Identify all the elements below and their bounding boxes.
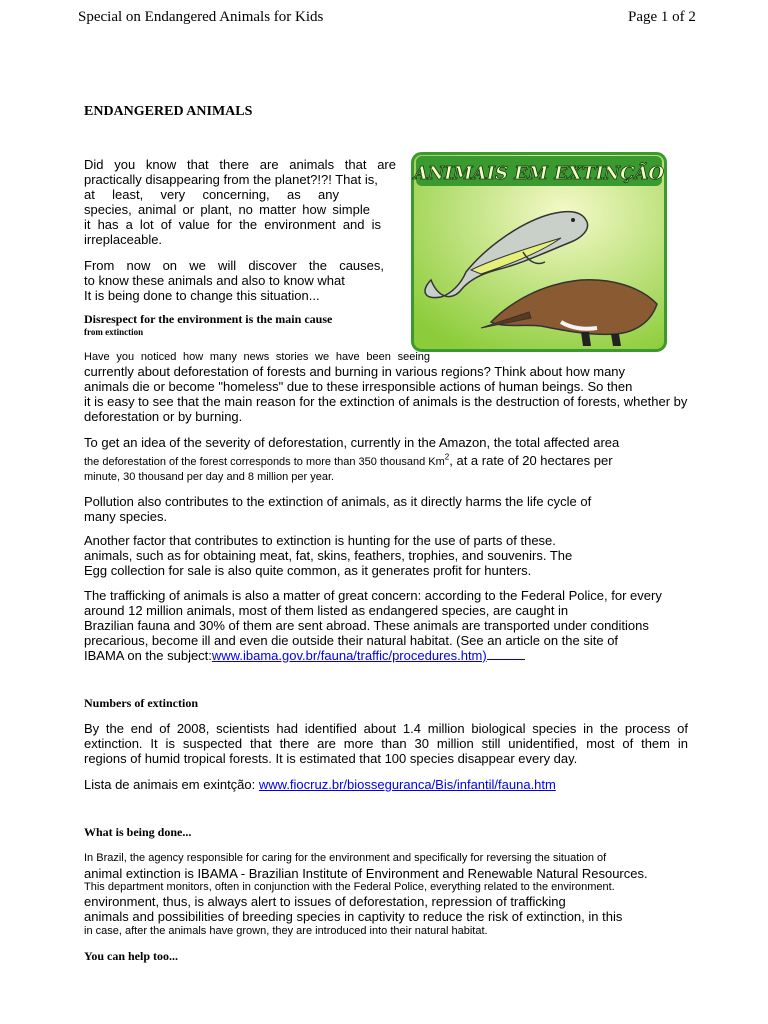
superscript: 2 (444, 452, 450, 462)
section-subheading: from extinction (84, 327, 144, 337)
section-heading-you-can-help: You can help too... (84, 949, 179, 963)
amazon-line: To get an idea of the severity of deforestation, currently in the Amazon, the total affected area (84, 435, 620, 450)
section-heading-disrespect: Disrespect for the environment is the main cause (84, 312, 333, 326)
news-paragraph (84, 351, 688, 424)
discover-line: From now on we will discover the causes, (84, 258, 384, 273)
discover-paragraph (84, 258, 384, 303)
hunting-paragraph (84, 533, 688, 578)
numbers-paragraph (84, 721, 688, 766)
pollution-line: many species. (84, 509, 168, 524)
intro-line: practically disappearing from the planet?!?! That is, (84, 172, 378, 187)
amazon-paragraph (84, 435, 688, 485)
hunting-line: Another factor that contributes to extinction is hunting for the use of parts of these. (84, 533, 556, 548)
done-line: in case, after the animals have grown, they are introduced into their natural habitat. (84, 925, 488, 937)
fiocruz-link[interactable]: www.fiocruz.br/biosseguranca/Bis/infantil/fauna.htm (258, 777, 556, 792)
amazon-line-part: , at a rate of 20 hectares per (449, 453, 613, 468)
trafficking-line: around 12 million animals, most of them listed as endangered species, are caught in (84, 603, 569, 618)
numbers-line: By the end of 2008, scientists had identified about 1.4 million biological species in the process of (84, 721, 688, 736)
intro-line: species, animal or plant, no matter how simple (84, 202, 370, 217)
intro-line: it has a lot of value for the environment and is (84, 217, 381, 232)
pollution-line: Pollution also contributes to the extinction of animals, as it directly harms the life cycle of (84, 494, 592, 509)
section-heading-numbers: Numbers of extinction (84, 696, 198, 710)
intro-line: irreplaceable. (84, 232, 163, 247)
done-line: In Brazil, the agency responsible for caring for the environment and specifically for reversing the situation of (84, 852, 607, 864)
intro-line: Did you know that there are animals that are (84, 157, 396, 172)
banner-text: ANIMAIS EM EXTINÇÃO (413, 163, 665, 184)
news-line: it is easy to see that the main reason for the extinction of animals is the destruction of forests, whether by (84, 394, 688, 409)
section-heading-what-is-done: What is being done... (84, 825, 192, 839)
document-title: ENDANGERED ANIMALS (84, 104, 253, 119)
document-header-title: Special on Endangered Animals for Kids (78, 9, 324, 25)
endangered-animals-illustration (411, 152, 667, 352)
done-line: This department monitors, often in conjunction with the Federal Police, everything related to the environment. (84, 881, 615, 893)
done-line: animals and possibilities of breeding species in captivity to reduce the risk of extinction, in this (84, 909, 623, 924)
animal-list-line (84, 777, 688, 792)
news-line: deforestation or by burning. (84, 409, 243, 424)
numbers-line: extinction. It is suspected that there are more than 30 million still unidentified, most of them in (84, 736, 688, 751)
intro-paragraph (84, 157, 396, 247)
discover-line: to know these animals and also to know what (84, 273, 345, 288)
trafficking-line: The trafficking of animals is also a matter of great concern: according to the Federal Police, for every (84, 588, 662, 603)
trafficking-paragraph (84, 588, 688, 663)
amazon-line-part: the deforestation of the forest corresponds to more than 350 thousand Km (84, 456, 445, 468)
hunting-line: Egg collection for sale is also quite common, as it generates profit for hunters. (84, 563, 532, 578)
amazon-line: minute, 30 thousand per day and 8 million per year. (84, 471, 335, 483)
intro-line: at least, very concerning, as any (84, 187, 339, 202)
news-line: Have you noticed how many news stories we have been seeing (84, 351, 430, 363)
page-number: Page 1 of 2 (628, 9, 696, 25)
trafficking-line: Brazilian fauna and 30% of them are sent abroad. These animals are transported under conditions (84, 618, 649, 633)
trafficking-line-prefix: IBAMA on the subject: (84, 648, 212, 663)
done-line: environment, thus, is always alert to issues of deforestation, repression of trafficking (84, 894, 566, 909)
hunting-line: animals, such as for obtaining meat, fat, skins, feathers, trophies, and souvenirs. The (84, 548, 573, 563)
discover-line: It is being done to change this situation... (84, 288, 320, 303)
link-underline-tail (487, 649, 525, 660)
pollution-paragraph (84, 494, 688, 524)
numbers-line: regions of humid tropical forests. It is estimated that 100 species disappear every day. (84, 751, 578, 766)
trafficking-line: precarious, become ill and even die outside their natural habitat. (See an article on the site of (84, 633, 619, 648)
done-paragraph (84, 851, 688, 939)
ibama-link[interactable]: www.ibama.gov.br/fauna/traffic/procedures.htm) (211, 648, 487, 663)
list-prefix: Lista de animais em exintção: (84, 777, 259, 792)
done-line: animal extinction is IBAMA - Brazilian Institute of Environment and Renewable Natural Resources. (84, 866, 648, 881)
news-line: currently about deforestation of forests and burning in various regions? Think about how many (84, 364, 626, 379)
news-line: animals die or become "homeless" due to these irresponsible actions of human beings. So then (84, 379, 633, 394)
